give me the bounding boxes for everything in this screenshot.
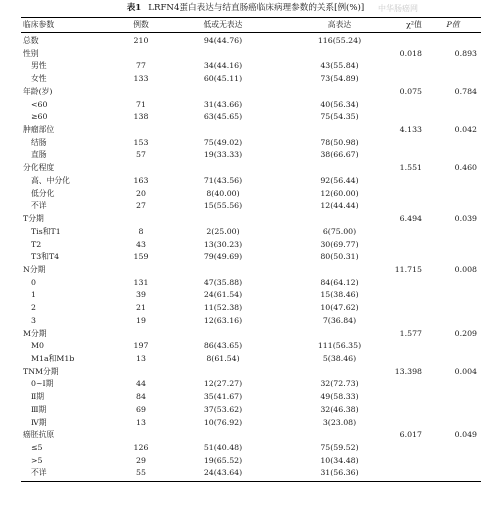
param-cell: 1 xyxy=(31,290,36,300)
count-cell: 210 xyxy=(133,36,149,45)
low-cell: 35(41.67) xyxy=(203,392,243,402)
table-row xyxy=(21,137,481,150)
count-cell: 57 xyxy=(136,150,146,160)
table-row xyxy=(21,60,481,73)
count-cell: 77 xyxy=(136,61,146,71)
count-cell: 197 xyxy=(133,341,149,351)
param-cell: Ⅲ期 xyxy=(31,404,47,414)
low-cell: 15(55.56) xyxy=(203,201,243,211)
header-low-expression: 低或无表达 xyxy=(203,20,243,29)
count-cell: 159 xyxy=(133,252,149,262)
low-cell: 2(25.00) xyxy=(206,226,240,236)
param-cell: ≤5 xyxy=(31,443,43,453)
high-cell: 49(58.33) xyxy=(320,392,359,402)
header-p-value: P值 xyxy=(446,20,460,29)
table-group-row xyxy=(21,124,481,137)
p-cell: 0.893 xyxy=(454,48,477,58)
param-cell: 癌胚抗原 xyxy=(23,430,55,440)
low-cell: 75(49.02) xyxy=(203,137,243,147)
table-row xyxy=(21,251,481,264)
param-cell: 性别 xyxy=(23,48,39,58)
high-cell: 40(56.34) xyxy=(320,99,359,109)
table-row xyxy=(21,340,481,353)
count-cell: 13 xyxy=(136,417,146,427)
high-cell: 12(60.00) xyxy=(320,188,359,198)
param-cell: 3 xyxy=(31,315,36,325)
param-cell: M分期 xyxy=(23,328,47,338)
count-cell: 71 xyxy=(136,99,146,109)
low-cell: 8(61.54) xyxy=(206,354,240,363)
high-cell: 38(66.67) xyxy=(320,150,359,160)
bottom-rule xyxy=(21,481,481,482)
table-row xyxy=(21,442,481,455)
param-cell: 年龄(岁) xyxy=(23,86,53,96)
count-cell: 84 xyxy=(136,392,146,402)
table-header-row xyxy=(21,19,481,31)
table-row xyxy=(21,289,481,302)
param-cell: Ⅳ期 xyxy=(31,417,47,427)
low-cell: 86(43.65) xyxy=(203,341,243,351)
high-cell: 5(38.46) xyxy=(322,354,357,363)
table-group-row xyxy=(21,264,481,277)
low-cell: 34(44.16) xyxy=(203,61,243,71)
param-cell: 总数 xyxy=(23,36,39,45)
table-row xyxy=(21,99,481,112)
p-cell: 0.460 xyxy=(454,163,477,173)
low-cell: 24(61.54) xyxy=(203,290,243,300)
low-cell: 8(40.00) xyxy=(206,188,240,198)
low-cell: 13(30.23) xyxy=(203,239,243,249)
count-cell: 163 xyxy=(133,175,149,185)
low-cell: 37(53.62) xyxy=(203,404,243,414)
table-row xyxy=(21,315,481,328)
chi-cell: 1.551 xyxy=(399,163,422,173)
high-cell: 75(54.35) xyxy=(320,112,359,122)
p-cell: 0.049 xyxy=(454,430,477,440)
header-rule xyxy=(21,32,481,33)
table-row xyxy=(21,277,481,290)
header-chi-square: χ²值 xyxy=(406,20,422,29)
header-case-count: 例数 xyxy=(133,20,149,29)
table-group-row xyxy=(21,48,481,61)
high-cell: 92(56.44) xyxy=(320,175,359,185)
table-row xyxy=(21,417,481,430)
count-cell: 13 xyxy=(136,354,146,363)
table-row xyxy=(21,404,481,417)
high-cell: 6(75.00) xyxy=(322,226,357,236)
table-group-row xyxy=(21,162,481,175)
count-cell: 21 xyxy=(136,303,146,313)
high-cell: 75(59.52) xyxy=(320,443,359,453)
table-row xyxy=(21,73,481,86)
chi-cell: 0.075 xyxy=(399,86,422,96)
table-group-row xyxy=(21,213,481,226)
param-cell: 2 xyxy=(31,303,36,313)
high-cell: 10(34.48) xyxy=(320,455,359,465)
table-title: LRFN4蛋白表达与结直肠癌临床病理参数的关系[例(%)] xyxy=(148,3,365,13)
count-cell: 131 xyxy=(133,277,149,287)
table-row xyxy=(21,302,481,315)
param-cell: 不详 xyxy=(31,201,47,211)
table-number: 表1 xyxy=(126,3,142,13)
table-row xyxy=(21,200,481,213)
count-cell: 43 xyxy=(136,239,146,249)
table-group-row xyxy=(21,35,481,48)
count-cell: 133 xyxy=(133,74,149,84)
high-cell: 111(56.35) xyxy=(317,341,362,351)
param-cell: 直肠 xyxy=(31,150,47,160)
p-cell: 0.039 xyxy=(454,214,477,224)
low-cell: 79(49.69) xyxy=(203,252,243,262)
table-row xyxy=(21,378,481,391)
count-cell: 39 xyxy=(136,290,146,300)
param-cell: 男性 xyxy=(31,61,47,71)
chi-cell: 1.577 xyxy=(399,328,422,338)
table-row xyxy=(21,226,481,239)
param-cell: 肿瘤部位 xyxy=(23,125,55,135)
table-group-row xyxy=(21,366,481,379)
p-cell: 0.042 xyxy=(454,125,477,135)
table-row xyxy=(21,239,481,252)
param-cell: T分期 xyxy=(23,214,44,224)
chi-cell: 13.398 xyxy=(394,366,422,376)
low-cell: 60(45.11) xyxy=(203,74,243,84)
table-row xyxy=(21,467,481,480)
low-cell: 51(40.48) xyxy=(203,443,243,453)
table-row xyxy=(21,188,481,201)
watermark: 中华肠癌网 xyxy=(378,4,418,13)
high-cell: 84(64.12) xyxy=(320,277,359,287)
param-cell: T2 xyxy=(31,239,42,249)
table-group-row xyxy=(21,429,481,442)
high-cell: 43(55.84) xyxy=(320,61,359,71)
low-cell: 31(43.66) xyxy=(203,99,243,109)
table-row xyxy=(21,175,481,188)
table-row xyxy=(21,455,481,468)
count-cell: 138 xyxy=(133,112,149,122)
param-cell: 女性 xyxy=(31,74,47,84)
chi-cell: 6.017 xyxy=(399,430,422,440)
param-cell: 不详 xyxy=(31,468,47,478)
low-cell: 11(52.38) xyxy=(203,303,243,313)
param-cell: M1a和M1b xyxy=(31,354,75,363)
param-cell: 0 xyxy=(31,277,36,287)
low-cell: 12(63.16) xyxy=(203,315,243,325)
param-cell: <60 xyxy=(31,99,48,109)
param-cell: 低分化 xyxy=(31,188,55,198)
low-cell: 12(27.27) xyxy=(203,379,243,389)
count-cell: 44 xyxy=(136,379,146,389)
low-cell: 19(33.33) xyxy=(203,150,243,160)
high-cell: 3(23.08) xyxy=(322,417,357,427)
low-cell: 94(44.76) xyxy=(203,36,243,45)
high-cell: 15(38.46) xyxy=(320,290,359,300)
count-cell: 29 xyxy=(136,455,146,465)
high-cell: 31(56.36) xyxy=(320,468,359,478)
chi-cell: 4.133 xyxy=(399,125,422,135)
high-cell: 73(54.89) xyxy=(320,74,359,84)
count-cell: 55 xyxy=(136,468,146,478)
high-cell: 12(44.44) xyxy=(320,201,359,211)
count-cell: 153 xyxy=(133,137,149,147)
table-row xyxy=(21,353,481,366)
low-cell: 71(43.56) xyxy=(203,175,243,185)
param-cell: 高、中分化 xyxy=(31,175,70,185)
low-cell: 63(45.65) xyxy=(203,112,243,122)
high-cell: 78(50.98) xyxy=(320,137,359,147)
p-cell: 0.209 xyxy=(454,328,477,338)
param-cell: 分化程度 xyxy=(23,163,55,173)
count-cell: 69 xyxy=(136,404,146,414)
count-cell: 19 xyxy=(136,315,146,325)
param-cell: N分期 xyxy=(23,264,46,274)
param-cell: M0 xyxy=(31,341,44,351)
p-cell: 0.008 xyxy=(454,264,477,274)
param-cell: Ⅱ期 xyxy=(31,392,45,402)
table-group-row xyxy=(21,328,481,341)
count-cell: 20 xyxy=(136,188,146,198)
low-cell: 47(35.88) xyxy=(203,277,243,287)
header-high-expression: 高表达 xyxy=(327,20,352,29)
high-cell: 7(36.84) xyxy=(322,315,357,325)
count-cell: 126 xyxy=(133,443,149,453)
param-cell: 0~Ⅰ期 xyxy=(31,379,54,389)
low-cell: 24(43.64) xyxy=(203,468,243,478)
param-cell: TNM分期 xyxy=(23,366,59,376)
table-row xyxy=(21,391,481,404)
count-cell: 27 xyxy=(136,201,146,211)
high-cell: 30(69.77) xyxy=(320,239,359,249)
table-row xyxy=(21,149,481,162)
param-cell: >5 xyxy=(31,455,43,465)
high-cell: 32(72.73) xyxy=(320,379,359,389)
table-row xyxy=(21,111,481,124)
chi-cell: 0.018 xyxy=(399,48,422,58)
chi-cell: 11.715 xyxy=(394,264,422,274)
p-cell: 0.004 xyxy=(454,366,477,376)
header-clinical-parameter: 临床参数 xyxy=(23,20,55,29)
high-cell: 32(46.38) xyxy=(320,404,359,414)
high-cell: 10(47.62) xyxy=(320,303,359,313)
param-cell: 结肠 xyxy=(31,137,47,147)
param-cell: ≥60 xyxy=(31,112,48,122)
table-group-row xyxy=(21,86,481,99)
chi-cell: 6.494 xyxy=(399,214,422,224)
low-cell: 10(76.92) xyxy=(203,417,243,427)
count-cell: 8 xyxy=(138,226,144,236)
low-cell: 19(65.52) xyxy=(203,455,243,465)
param-cell: T3和T4 xyxy=(31,252,60,262)
high-cell: 116(55.24) xyxy=(317,36,362,45)
high-cell: 80(50.31) xyxy=(320,252,359,262)
param-cell: Tis和T1 xyxy=(31,226,61,236)
p-cell: 0.784 xyxy=(454,86,477,96)
